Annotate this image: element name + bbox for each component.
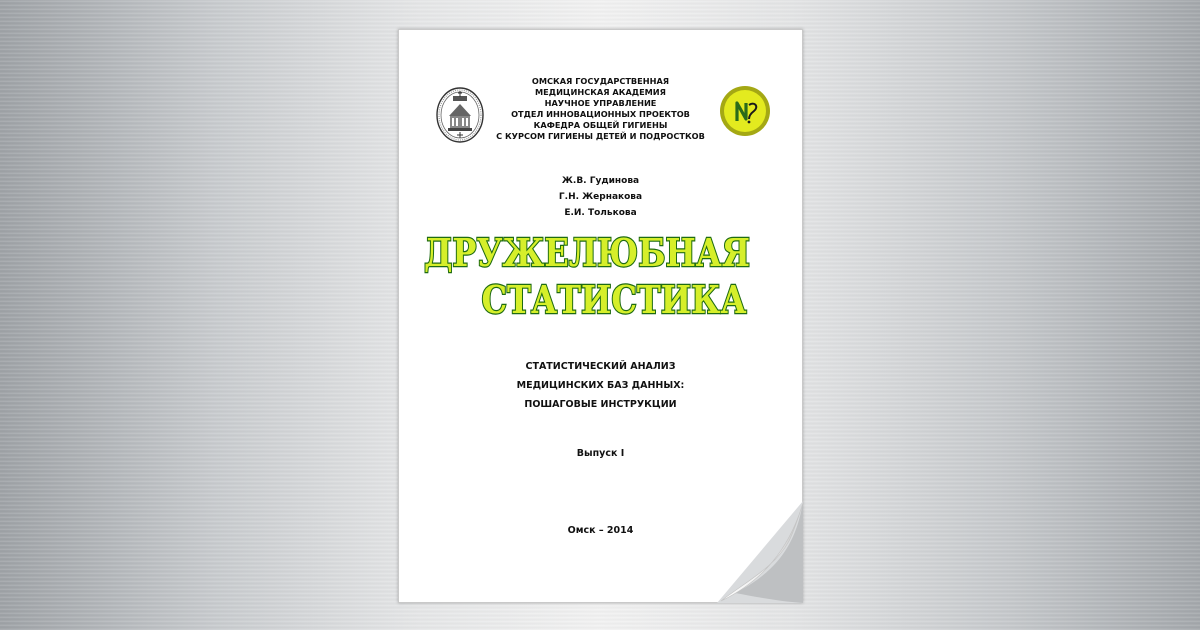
subtitle-line: МЕДИЦИНСКИХ БАЗ ДАННЫХ:	[516, 380, 685, 391]
institution-header	[399, 76, 802, 142]
city-year: Омск – 2014	[567, 525, 634, 536]
header-line: КАФЕДРА ОБЩЕЙ ГИГИЕНЫ	[533, 120, 668, 130]
page-curl	[717, 501, 803, 603]
document-page	[398, 29, 803, 603]
header-line: НАУЧНОЕ УПРАВЛЕНИЕ	[544, 98, 657, 108]
author-name: Е.И. Толькова	[564, 208, 637, 218]
book-title	[399, 228, 802, 328]
issue-label: Выпуск I	[576, 448, 625, 459]
subtitle-line: ПОШАГОВЫЕ ИНСТРУКЦИИ	[524, 399, 677, 410]
header-line: ОМСКАЯ ГОСУДАРСТВЕННАЯ	[531, 76, 670, 86]
header-line: ОТДЕЛ ИННОВАЦИОННЫХ ПРОЕКТОВ	[511, 109, 690, 119]
author-name: Г.Н. Жернакова	[558, 192, 643, 202]
book-subtitle	[399, 357, 802, 414]
subtitle-line: СТАТИСТИЧЕСКИЙ АНАЛИЗ	[525, 361, 676, 372]
title-line-1: ДРУЖЕЛЮБНАЯ	[424, 230, 750, 275]
author-name: Ж.В. Гудинова	[561, 176, 640, 186]
authors-list	[399, 173, 802, 221]
header-line: С КУРСОМ ГИГИЕНЫ ДЕТЕЙ И ПОДРОСТКОВ	[496, 131, 705, 141]
title-line-2: СТАТИСТИКА	[481, 277, 747, 322]
header-line: МЕДИЦИНСКАЯ АКАДЕМИЯ	[535, 87, 666, 97]
